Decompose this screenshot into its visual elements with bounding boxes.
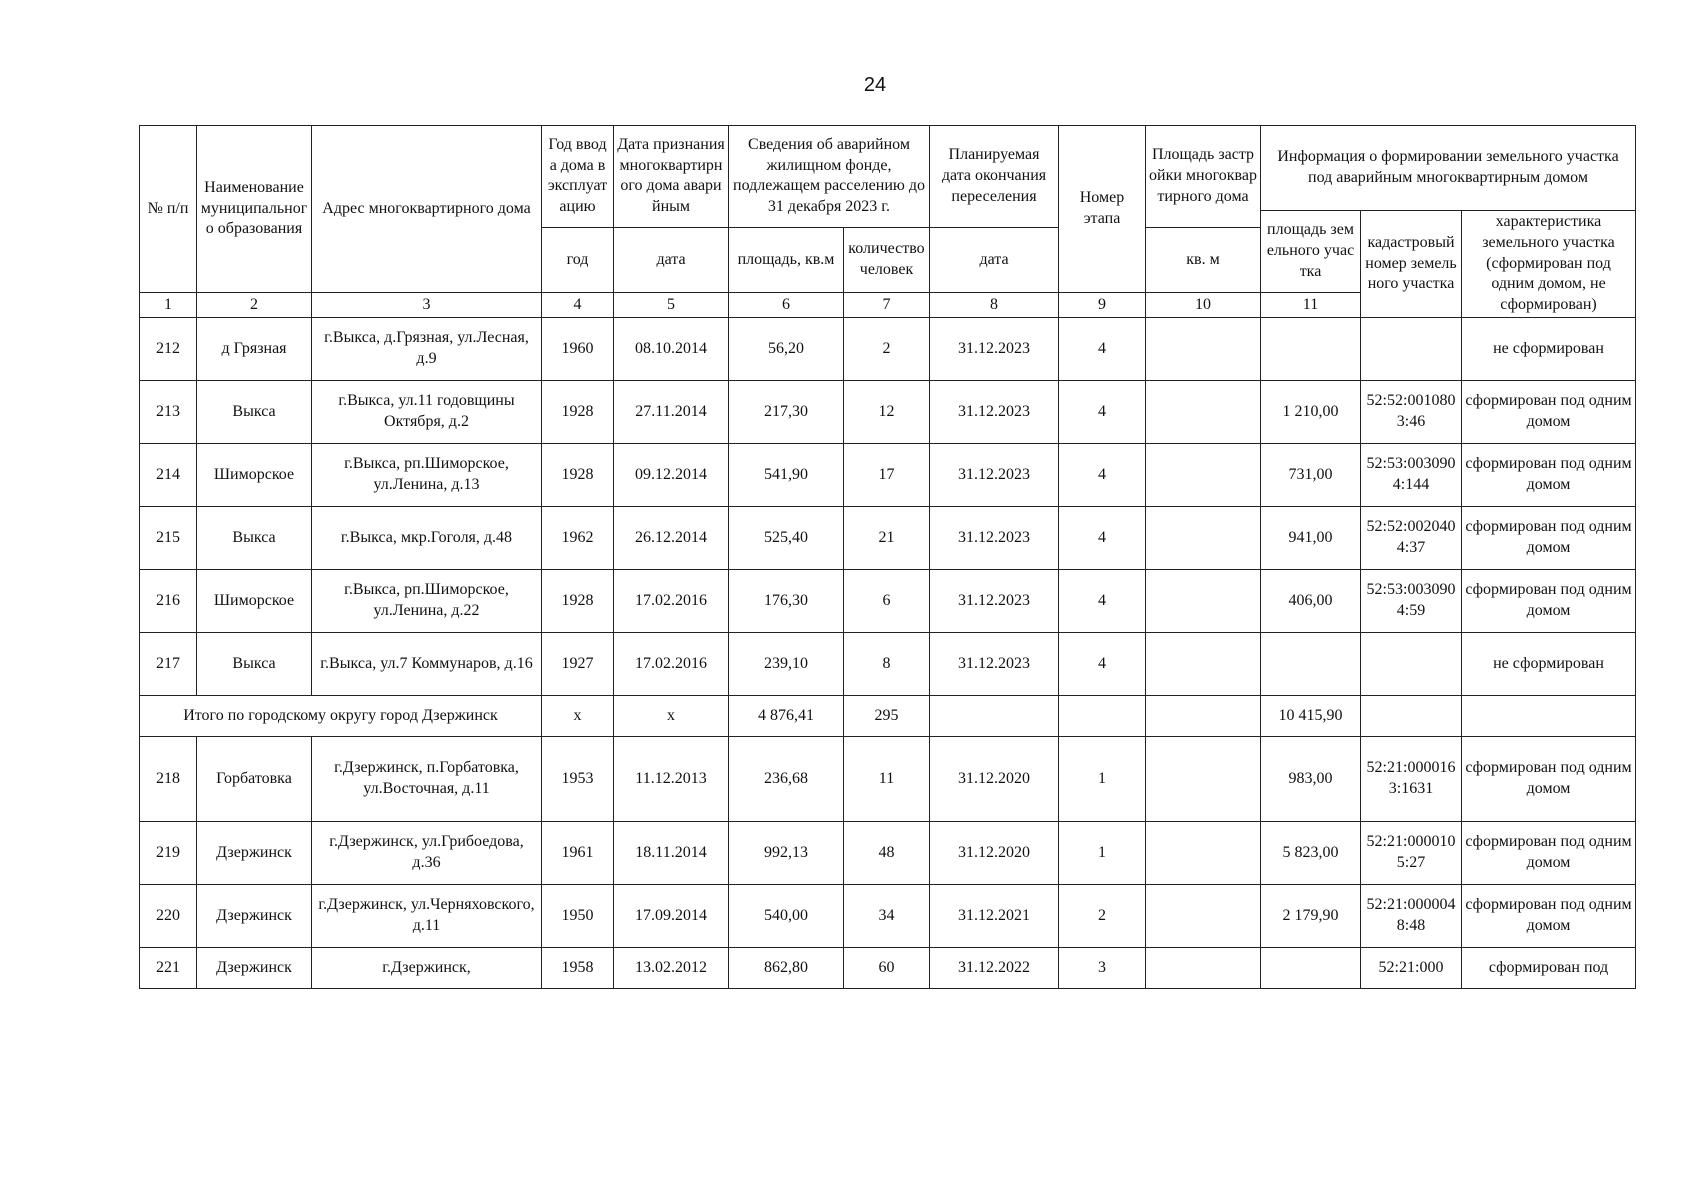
cell-area: 540,00 — [729, 884, 844, 947]
cell-stage: 4 — [1059, 632, 1146, 695]
cell-land-status: сформирован под одним домом — [1462, 736, 1636, 821]
column-number: 9 — [1059, 292, 1146, 317]
cell-date: 08.10.2014 — [614, 317, 729, 380]
header-recognition-date: Дата признания многоквартирного дома аварийным — [614, 126, 729, 228]
cell-municipality: Горбатовка — [197, 736, 312, 821]
page-number: 24 — [863, 74, 887, 96]
cell-people: 17 — [844, 443, 930, 506]
cell-address: г.Выкса, ул.11 годовщины Октября, д.2 — [312, 380, 542, 443]
header-stage: Номер этапа — [1059, 126, 1146, 293]
table-row — [140, 884, 1636, 947]
cell-people: 2 — [844, 317, 930, 380]
header-municipality: Наименование муниципального образования — [197, 126, 312, 293]
cell-people: 34 — [844, 884, 930, 947]
cell-municipality: Выкса — [197, 506, 312, 569]
cell-date: 27.11.2014 — [614, 380, 729, 443]
cell-municipality: Дзержинск — [197, 821, 312, 884]
column-number: 8 — [930, 292, 1059, 317]
cell-stage: 4 — [1059, 317, 1146, 380]
unit-built-area: кв. м — [1146, 227, 1261, 292]
unit-end-date: дата — [930, 227, 1059, 292]
cell-address: г.Дзержинск, ул.Черняховского, д.11 — [312, 884, 542, 947]
cell-end-date: 31.12.2023 — [930, 380, 1059, 443]
cell-address: г.Выкса, ул.7 Коммунаров, д.16 — [312, 632, 542, 695]
table-row — [140, 632, 1636, 695]
cell-cadastral: 52:21:0000105:27 — [1361, 821, 1462, 884]
column-number: 5 — [614, 292, 729, 317]
cell-municipality: Выкса — [197, 380, 312, 443]
total-land-area: 10 415,90 — [1261, 695, 1361, 736]
cell-land-area: 406,00 — [1261, 569, 1361, 632]
header-year: Год ввода дома в эксплуатацию — [542, 126, 614, 228]
cell-end-date: 31.12.2020 — [930, 736, 1059, 821]
cell-stage: 1 — [1059, 821, 1146, 884]
cell-built-area — [1146, 380, 1261, 443]
cell-address: г.Дзержинск, п.Горбатовка, ул.Восточная, д.11 — [312, 736, 542, 821]
cell-built-area — [1146, 632, 1261, 695]
table-row — [140, 506, 1636, 569]
cell-land-area: 2 179,90 — [1261, 884, 1361, 947]
cell-stage: 2 — [1059, 884, 1146, 947]
cell-land-area: 731,00 — [1261, 443, 1361, 506]
header-built-area: Площадь застройки многоквартирного дома — [1146, 126, 1261, 228]
cell-cadastral: 52:52:0010803:46 — [1361, 380, 1462, 443]
table-row — [140, 947, 1636, 988]
cell-stage: 4 — [1059, 443, 1146, 506]
cell-year: 1962 — [542, 506, 614, 569]
cell-built-area — [1146, 443, 1261, 506]
header-cadastral: кадастровый номер земельного участка — [1361, 211, 1462, 318]
cell-stage: 4 — [1059, 569, 1146, 632]
cell-year: 1927 — [542, 632, 614, 695]
column-number: 10 — [1146, 292, 1261, 317]
total-year: x — [542, 695, 614, 736]
cell-date: 17.02.2016 — [614, 632, 729, 695]
cell-number: 216 — [140, 569, 197, 632]
cell-year: 1960 — [542, 317, 614, 380]
cell-end-date: 31.12.2021 — [930, 884, 1059, 947]
cell-date: 18.11.2014 — [614, 821, 729, 884]
cell-date: 09.12.2014 — [614, 443, 729, 506]
cell-area: 56,20 — [729, 317, 844, 380]
empty-cell — [1146, 695, 1261, 736]
table-row — [140, 443, 1636, 506]
cell-land-status: сформирован под одним домом — [1462, 506, 1636, 569]
cell-area: 992,13 — [729, 821, 844, 884]
header-planned-date: Планируемая дата окончания переселения — [930, 126, 1059, 228]
column-number: 11 — [1261, 292, 1361, 317]
cell-cadastral: 52:21:0000163:1631 — [1361, 736, 1462, 821]
cell-area: 525,40 — [729, 506, 844, 569]
unit-date: дата — [614, 227, 729, 292]
header-number: № п/п — [140, 126, 197, 293]
cell-date: 13.02.2012 — [614, 947, 729, 988]
cell-area: 236,68 — [729, 736, 844, 821]
header-housing-info: Сведения об аварийном жилищном фонде, подлежащем расселению до 31 декабря 2023 г. — [729, 126, 930, 228]
cell-end-date: 31.12.2023 — [930, 317, 1059, 380]
cell-number: 218 — [140, 736, 197, 821]
cell-number: 212 — [140, 317, 197, 380]
cell-built-area — [1146, 736, 1261, 821]
cell-stage: 3 — [1059, 947, 1146, 988]
cell-cadastral: 52:52:0020404:37 — [1361, 506, 1462, 569]
table-row — [140, 736, 1636, 821]
emergency-housing-table — [139, 125, 1636, 989]
unit-people: количество человек — [844, 227, 930, 292]
cell-municipality: д Грязная — [197, 317, 312, 380]
table-row — [140, 569, 1636, 632]
cell-area: 239,10 — [729, 632, 844, 695]
cell-year: 1961 — [542, 821, 614, 884]
cell-land-area: 983,00 — [1261, 736, 1361, 821]
cell-address: г.Выкса, д.Грязная, ул.Лесная, д.9 — [312, 317, 542, 380]
cell-people: 60 — [844, 947, 930, 988]
cell-cadastral: 52:53:0030904:144 — [1361, 443, 1462, 506]
cell-area: 862,80 — [729, 947, 844, 988]
cell-year: 1928 — [542, 569, 614, 632]
total-row — [140, 695, 1636, 736]
cell-year: 1928 — [542, 443, 614, 506]
cell-cadastral — [1361, 317, 1462, 380]
cell-date: 26.12.2014 — [614, 506, 729, 569]
total-area: 4 876,41 — [729, 695, 844, 736]
header-land-status: характеристика земельного участка (сформирован под одним домом, не сформирован) — [1462, 211, 1636, 318]
table-body — [140, 317, 1636, 988]
cell-built-area — [1146, 947, 1261, 988]
cell-address: г.Выкса, рп.Шиморское, ул.Ленина, д.22 — [312, 569, 542, 632]
cell-cadastral: 52:53:0030904:59 — [1361, 569, 1462, 632]
empty-cell — [930, 695, 1059, 736]
cell-municipality: Выкса — [197, 632, 312, 695]
empty-cell — [1361, 695, 1462, 736]
cell-date: 17.09.2014 — [614, 884, 729, 947]
cell-area: 217,30 — [729, 380, 844, 443]
total-date: x — [614, 695, 729, 736]
cell-built-area — [1146, 884, 1261, 947]
total-label: Итого по городскому округу город Дзержинск — [140, 695, 542, 736]
cell-municipality: Дзержинск — [197, 947, 312, 988]
cell-number: 215 — [140, 506, 197, 569]
cell-municipality: Шиморское — [197, 569, 312, 632]
cell-land-status: сформирован под одним домом — [1462, 884, 1636, 947]
column-number: 7 — [844, 292, 930, 317]
unit-area: площадь, кв.м — [729, 227, 844, 292]
cell-end-date: 31.12.2023 — [930, 632, 1059, 695]
header-land-info: Информация о формировании земельного участка под аварийным многоквартирным домом — [1261, 126, 1636, 211]
cell-year: 1953 — [542, 736, 614, 821]
cell-year: 1950 — [542, 884, 614, 947]
cell-end-date: 31.12.2023 — [930, 569, 1059, 632]
cell-stage: 1 — [1059, 736, 1146, 821]
table-header — [140, 126, 1636, 318]
cell-municipality: Шиморское — [197, 443, 312, 506]
cell-stage: 4 — [1059, 380, 1146, 443]
unit-year: год — [542, 227, 614, 292]
column-number: 2 — [197, 292, 312, 317]
cell-built-area — [1146, 317, 1261, 380]
cell-address: г.Выкса, мкр.Гоголя, д.48 — [312, 506, 542, 569]
cell-number: 220 — [140, 884, 197, 947]
cell-cadastral: 52:21:0000048:48 — [1361, 884, 1462, 947]
cell-number: 219 — [140, 821, 197, 884]
cell-area: 176,30 — [729, 569, 844, 632]
cell-land-area — [1261, 632, 1361, 695]
column-number: 1 — [140, 292, 197, 317]
header-address: Адрес многоквартирного дома — [312, 126, 542, 293]
cell-land-status: сформирован под одним домом — [1462, 821, 1636, 884]
cell-built-area — [1146, 569, 1261, 632]
cell-built-area — [1146, 821, 1261, 884]
cell-land-status: не сформирован — [1462, 632, 1636, 695]
column-number: 4 — [542, 292, 614, 317]
column-number: 3 — [312, 292, 542, 317]
cell-land-status: не сформирован — [1462, 317, 1636, 380]
table-row — [140, 317, 1636, 380]
total-people: 295 — [844, 695, 930, 736]
cell-cadastral — [1361, 632, 1462, 695]
cell-year: 1928 — [542, 380, 614, 443]
cell-land-status: сформирован под — [1462, 947, 1636, 988]
cell-people: 6 — [844, 569, 930, 632]
cell-date: 17.02.2016 — [614, 569, 729, 632]
cell-people: 8 — [844, 632, 930, 695]
cell-address: г.Дзержинск, ул.Грибоедова, д.36 — [312, 821, 542, 884]
cell-people: 12 — [844, 380, 930, 443]
cell-area: 541,90 — [729, 443, 844, 506]
empty-cell — [1059, 695, 1146, 736]
cell-end-date: 31.12.2023 — [930, 506, 1059, 569]
cell-land-area: 941,00 — [1261, 506, 1361, 569]
cell-date: 11.12.2013 — [614, 736, 729, 821]
table-row — [140, 821, 1636, 884]
cell-end-date: 31.12.2020 — [930, 821, 1059, 884]
table-row — [140, 380, 1636, 443]
cell-land-status: сформирован под одним домом — [1462, 569, 1636, 632]
cell-land-area: 1 210,00 — [1261, 380, 1361, 443]
cell-people: 48 — [844, 821, 930, 884]
cell-municipality: Дзержинск — [197, 884, 312, 947]
cell-built-area — [1146, 506, 1261, 569]
cell-stage: 4 — [1059, 506, 1146, 569]
cell-land-area: 5 823,00 — [1261, 821, 1361, 884]
cell-number: 221 — [140, 947, 197, 988]
cell-land-area — [1261, 947, 1361, 988]
header-land-area: площадь земельного участка — [1261, 211, 1361, 293]
column-number: 6 — [729, 292, 844, 317]
cell-land-status: сформирован под одним домом — [1462, 443, 1636, 506]
cell-number: 217 — [140, 632, 197, 695]
cell-address: г.Выкса, рп.Шиморское, ул.Ленина, д.13 — [312, 443, 542, 506]
cell-number: 213 — [140, 380, 197, 443]
cell-land-status: сформирован под одним домом — [1462, 380, 1636, 443]
cell-land-area — [1261, 317, 1361, 380]
cell-year: 1958 — [542, 947, 614, 988]
cell-cadastral: 52:21:000 — [1361, 947, 1462, 988]
cell-people: 21 — [844, 506, 930, 569]
cell-end-date: 31.12.2022 — [930, 947, 1059, 988]
cell-address: г.Дзержинск, — [312, 947, 542, 988]
cell-number: 214 — [140, 443, 197, 506]
empty-cell — [1462, 695, 1636, 736]
cell-end-date: 31.12.2023 — [930, 443, 1059, 506]
cell-people: 11 — [844, 736, 930, 821]
